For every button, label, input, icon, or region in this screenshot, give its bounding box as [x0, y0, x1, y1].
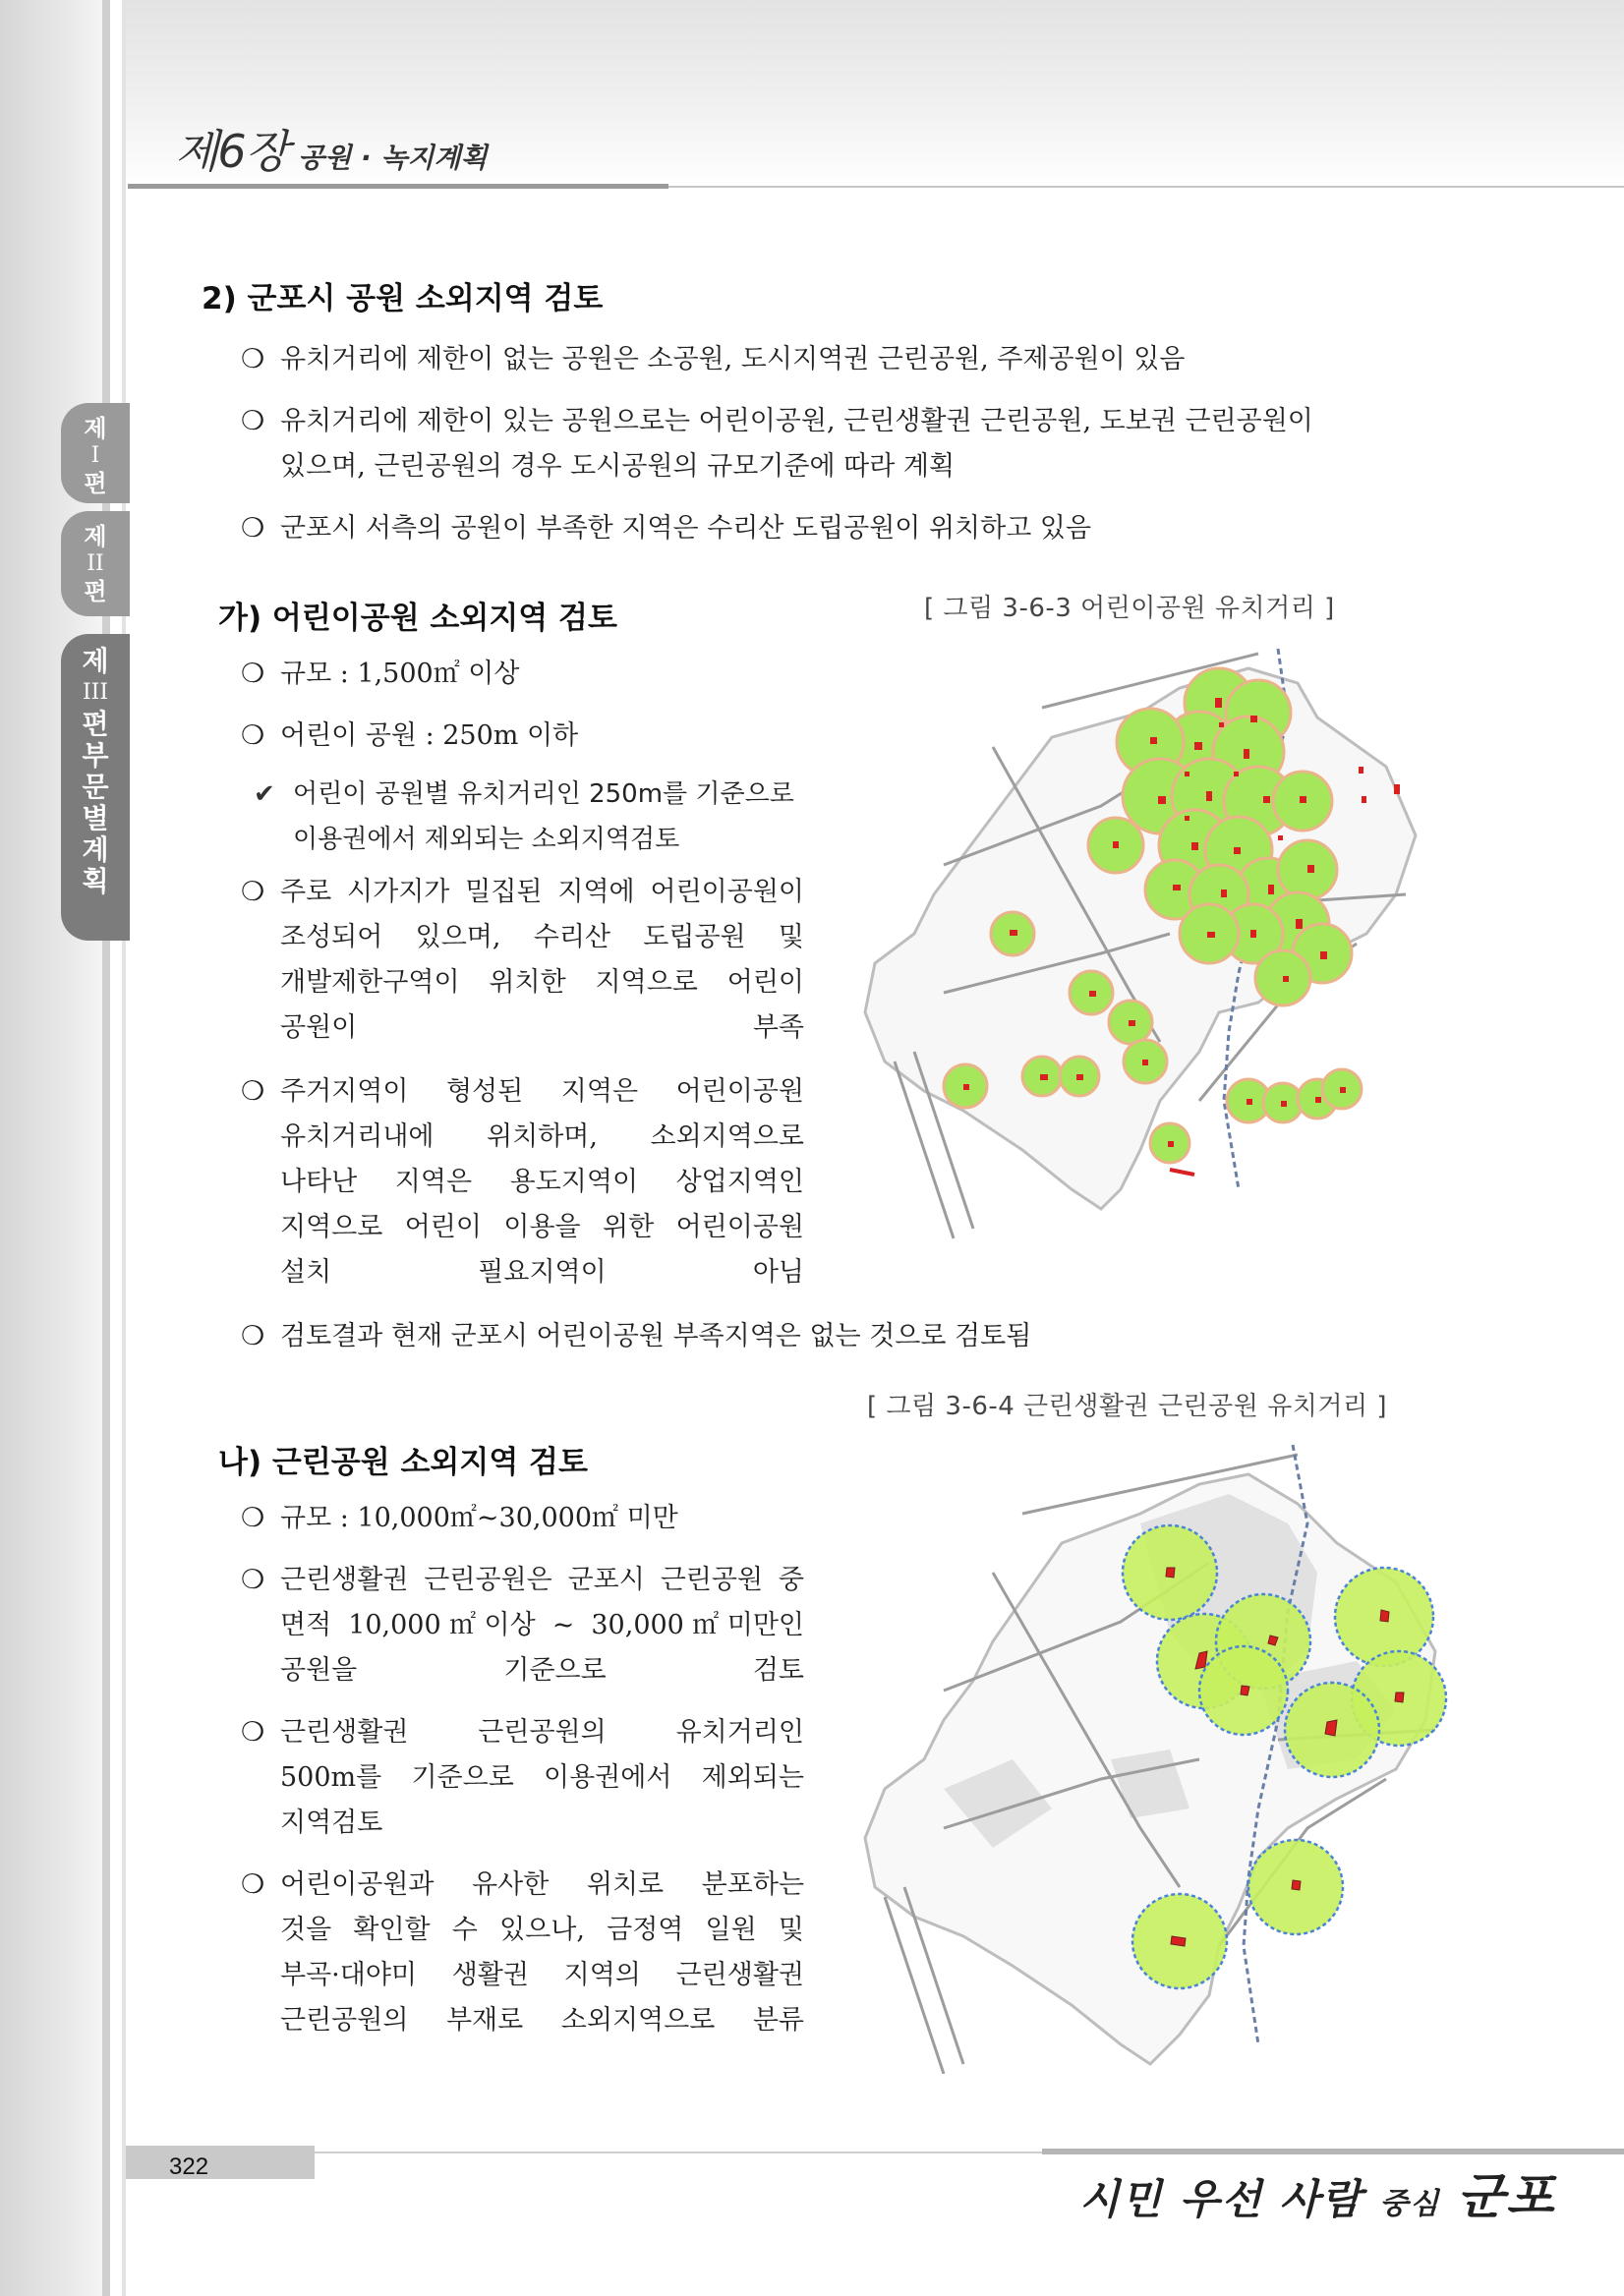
bullet-line: 주로 시가지가 밀집된 지역에 어린이공원이 [280, 877, 804, 907]
bullet-line: 근린공원의 부재로 소외지역으로 분류 [280, 2005, 804, 2036]
footer-page-block [126, 2146, 315, 2179]
left-margin-strip [0, 0, 108, 2296]
page-number: 322 [169, 2153, 209, 2180]
circle-bullet-icon: ❍ [241, 877, 265, 907]
side-tab-part-1[interactable] [61, 403, 130, 503]
bullet-item [241, 337, 1470, 382]
chapter-heading [175, 116, 488, 181]
slogan-part: 중심 [1379, 2187, 1441, 2221]
tab-text: 편 [84, 578, 107, 605]
circle-bullet-icon: ❍ [241, 1503, 265, 1533]
bullet-text: 있으며, 근린공원의 경우 도시공원의 규모기준에 따라 계획 [280, 451, 956, 482]
bullet-line: 면적 10,000㎡이상 ~ 30,000㎡미만인 [280, 1610, 804, 1640]
bullet-item [241, 1496, 831, 1541]
bullet-line: 것을 확인할 수 있으나, 금정역 일원 및 [280, 1915, 804, 1945]
bullet-item [241, 1710, 804, 1846]
bullet-line: 근린생활권 근린공원은 군포시 근린공원 중 [280, 1565, 804, 1595]
bullet-item [241, 1558, 804, 1693]
circle-bullet-icon: ❍ [241, 1565, 265, 1595]
margin-edge [102, 0, 110, 2296]
tab-text: 별 [82, 802, 109, 834]
tab-text: 제 [82, 645, 109, 677]
bullet-text: 유치거리에 제한이 있는 공원으로는 어린이공원, 근린생활권 근린공원, 도보권 근린공원이 [280, 406, 1313, 436]
bullet-item [241, 714, 831, 759]
check-item [254, 772, 843, 862]
bullet-line: 설치 필요지역이 아님 [280, 1257, 804, 1288]
circle-bullet-icon: ❍ [241, 1717, 265, 1748]
side-tab-part-2[interactable] [61, 511, 130, 616]
footer-rule [315, 2152, 1042, 2153]
bullet-item [241, 870, 804, 1051]
figure-caption-a: [ 그림 3-6-3 어린이공원 유치거리 ] [924, 594, 1335, 623]
bullet-line: 부곡·대야미 생활권 지역의 근린생활권 [280, 1960, 804, 1990]
bullet-text: 군포시 서측의 공원이 부족한 지역은 수리산 도립공원이 위치하고 있음 [280, 513, 1092, 544]
bullet-line: 조성되어 있으며, 수리산 도립공원 및 [280, 922, 804, 952]
circle-bullet-icon: ❍ [241, 406, 265, 436]
bullet-text: 규모 : 1,500㎡ 이상 [280, 659, 520, 689]
circle-bullet-icon: ❍ [241, 344, 265, 374]
bullet-line: 개발제한구역이 위치한 지역으로 어린이 [280, 967, 804, 998]
footer-slogan [1079, 2157, 1556, 2228]
bullet-line: 500m를 기준으로 이용권에서 제외되는 [280, 1762, 804, 1793]
bullet-text: 규모 : 10,000㎡~30,000㎡ 미만 [280, 1503, 678, 1533]
footer-rule-right [1042, 2149, 1624, 2154]
bullet-line: 지역으로 어린이 이용을 위한 어린이공원 [280, 1212, 804, 1242]
map-neighborhood-park-radius [845, 1435, 1465, 2074]
tab-text: 계 [82, 833, 109, 866]
bullet-text: 검토결과 현재 군포시 어린이공원 부족지역은 없는 것으로 검토됨 [280, 1321, 1032, 1351]
check-text: 이용권에서 제외되는 소외지역검토 [293, 825, 680, 854]
tab-text: 제 [84, 523, 107, 550]
header-rule-thin [668, 186, 1624, 188]
bullet-line: 공원을 기준으로 검토 [280, 1655, 804, 1686]
section-title: 2) 군포시 공원 소외지역 검토 [202, 281, 604, 316]
circle-bullet-icon: ❍ [241, 513, 265, 544]
bullet-item [241, 1314, 1470, 1359]
chapter-number: 제6장 [175, 125, 289, 178]
tab-text: 제 [84, 415, 107, 442]
tab-text: 문 [82, 771, 109, 803]
bullet-line: 유치거리내에 위치하며, 소외지역으로 [280, 1121, 804, 1152]
tab-roman: III [82, 680, 109, 705]
subsection-title-a: 가) 어린이공원 소외지역 검토 [218, 601, 617, 636]
header-rule [128, 184, 668, 189]
tab-text: 편 [84, 470, 107, 497]
margin-edge-inner [122, 0, 126, 2296]
circle-bullet-icon: ❍ [241, 1076, 265, 1107]
tab-roman: II [87, 551, 104, 576]
bullet-line: 근린생활권 근린공원의 유치거리인 [280, 1717, 804, 1748]
chapter-title: 공원 · 녹지계획 [298, 142, 488, 174]
bullet-item [241, 652, 831, 697]
bullet-line: 어린이공원과 유사한 위치로 분포하는 [280, 1869, 804, 1900]
bullet-item [241, 1069, 804, 1295]
bullet-item [241, 1863, 804, 2043]
tab-text: 편 [82, 708, 109, 740]
tab-roman: I [90, 443, 100, 468]
map-children-park-radius [845, 639, 1435, 1248]
circle-bullet-icon: ❍ [241, 659, 265, 689]
slogan-part: 군포 [1456, 2168, 1556, 2225]
circle-bullet-icon: ❍ [241, 1321, 265, 1351]
circle-bullet-icon: ❍ [241, 1869, 265, 1900]
bullet-item [241, 506, 1470, 551]
bullet-item [241, 399, 1470, 489]
tab-text: 부 [82, 739, 109, 772]
side-tab-part-3[interactable] [61, 634, 130, 941]
figure-caption-b: [ 그림 3-6-4 근린생활권 근린공원 유치거리 ] [867, 1392, 1388, 1421]
bullet-line: 지역검토 [280, 1808, 383, 1838]
bullet-text: 어린이 공원 : 250m 이하 [280, 720, 579, 751]
bullet-text: 유치거리에 제한이 없는 공원은 소공원, 도시지역권 근린공원, 주제공원이 있음 [280, 344, 1186, 374]
bullet-line: 주거지역이 형성된 지역은 어린이공원 [280, 1076, 804, 1107]
bullet-line: 나타난 지역은 용도지역이 상업지역인 [280, 1167, 804, 1197]
slogan-part: 시민 우선 사람 [1079, 2175, 1363, 2223]
checkmark-icon: ✔ [254, 779, 275, 809]
tab-text: 획 [82, 865, 109, 897]
subsection-title-b: 나) 근린공원 소외지역 검토 [218, 1445, 588, 1480]
circle-bullet-icon: ❍ [241, 720, 265, 751]
bullet-line: 공원이 부족 [280, 1012, 804, 1043]
check-text: 어린이 공원별 유치거리인 250m를 기준으로 [293, 779, 794, 809]
